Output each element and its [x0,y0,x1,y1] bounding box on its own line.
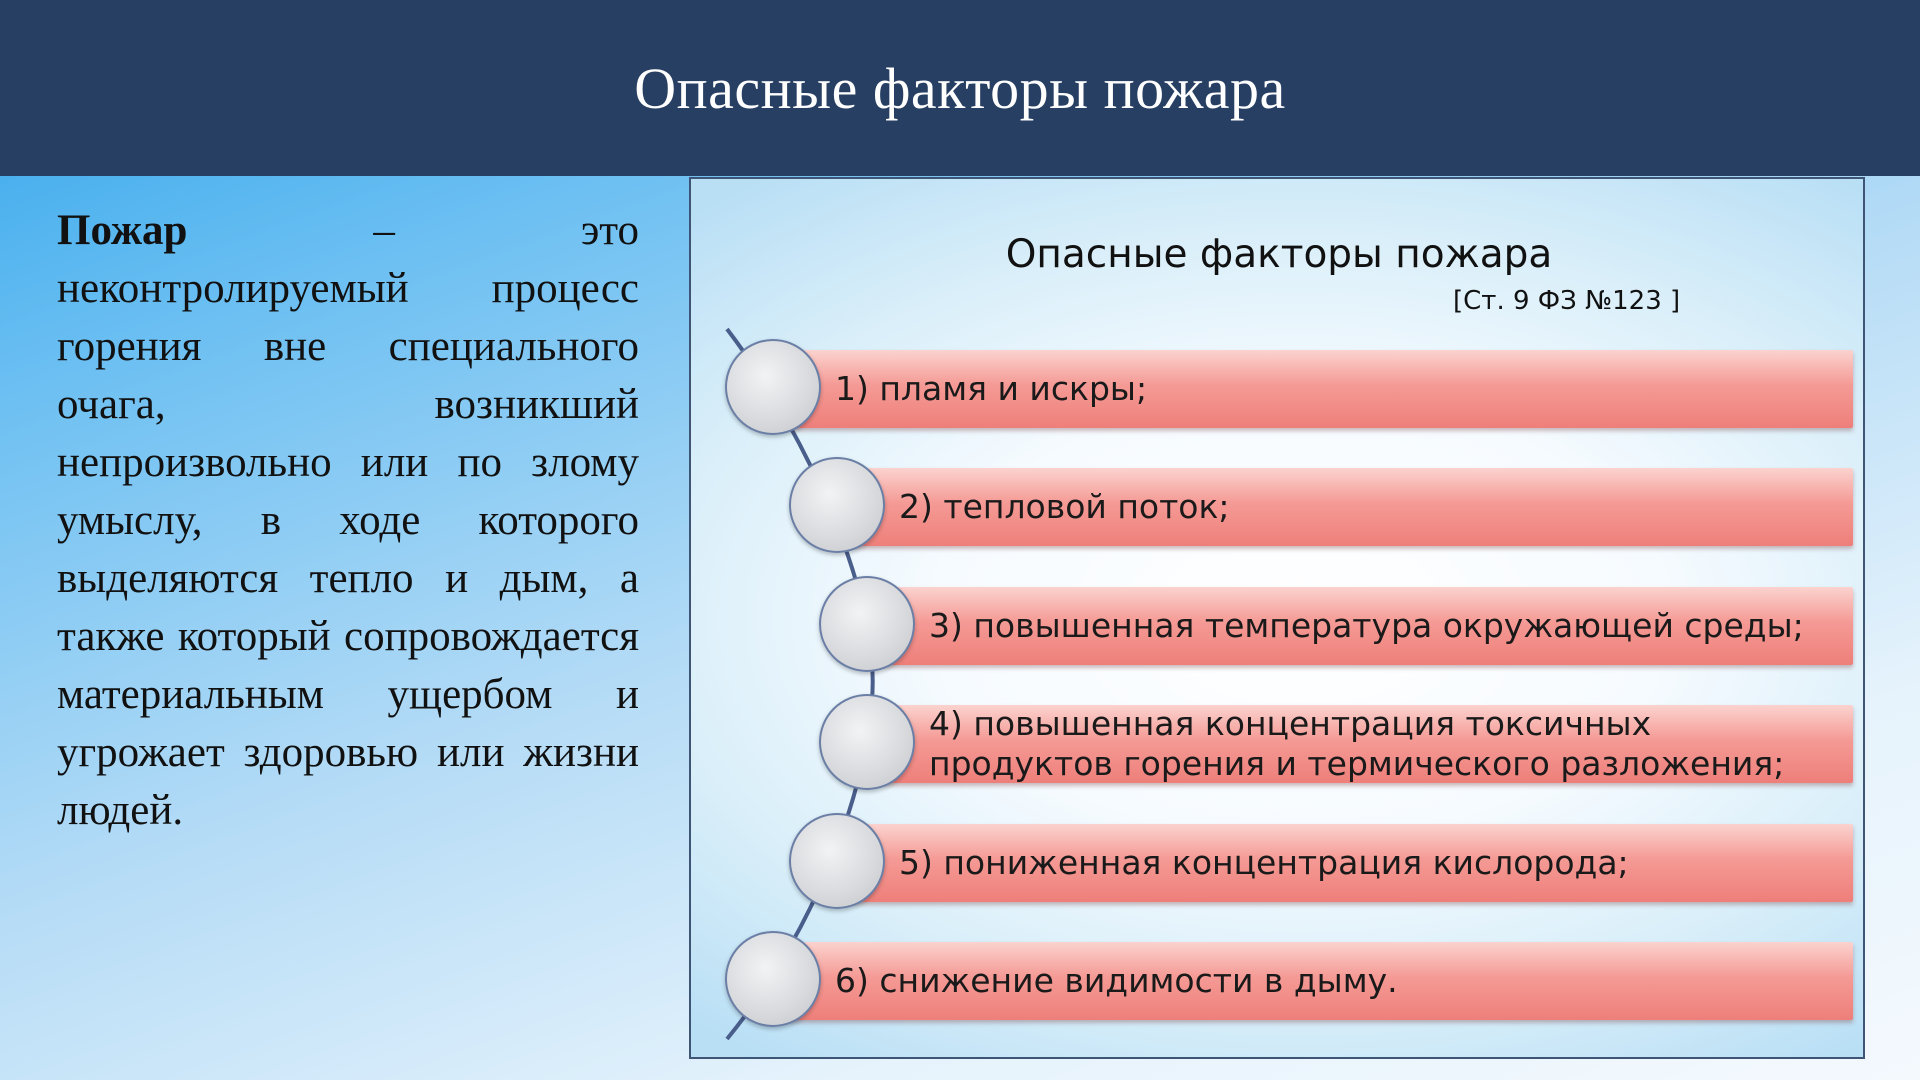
hazard-factors-panel [689,177,1865,1059]
slide-title: Опасные факторы пожара [634,55,1286,121]
factor-label-1: 1) пламя и искры; [835,369,1148,408]
factor-bar-6 [789,942,1853,1020]
factor-bar-4 [883,705,1853,783]
law-reference: [Ст. 9 ФЗ №123 ] [1453,286,1681,316]
factor-label-5: 5) пониженная концентрация кислорода; [899,843,1629,882]
panel-title: Опасные факторы пожара [1005,232,1553,277]
factor-label-4: 4) повышенная концентрация токсичных продуктов горения и термического разложения; [929,704,1785,783]
factor-bar-5 [853,824,1853,902]
slide-header [0,0,1920,176]
factor-bullet-6 [725,931,821,1027]
factor-label-3: 3) повышенная температура окружающей среды; [929,606,1804,645]
factor-bar-1 [789,350,1853,428]
factor-bullet-4 [819,694,915,790]
definition-term: Пожар [57,207,188,254]
factor-bullet-2 [789,457,885,553]
factor-label-6: 6) снижение видимости в дыму. [835,961,1398,1000]
definition-text: – это неконтролируемый процесс горения вне специального очага, возникший непроизвольно или по злому умыслу, в ходе которого выделяются тепло и дым, а также который сопровождается материальным ущербом и угрожает здоровью или жизни людей. [57,207,639,834]
factor-bar-2 [853,468,1853,546]
factor-bullet-1 [725,339,821,435]
factor-bar-3 [883,587,1853,665]
factor-bullet-3 [819,576,915,672]
factor-bullet-5 [789,813,885,909]
fire-definition [57,202,639,840]
factor-label-2: 2) тепловой поток; [899,487,1230,526]
